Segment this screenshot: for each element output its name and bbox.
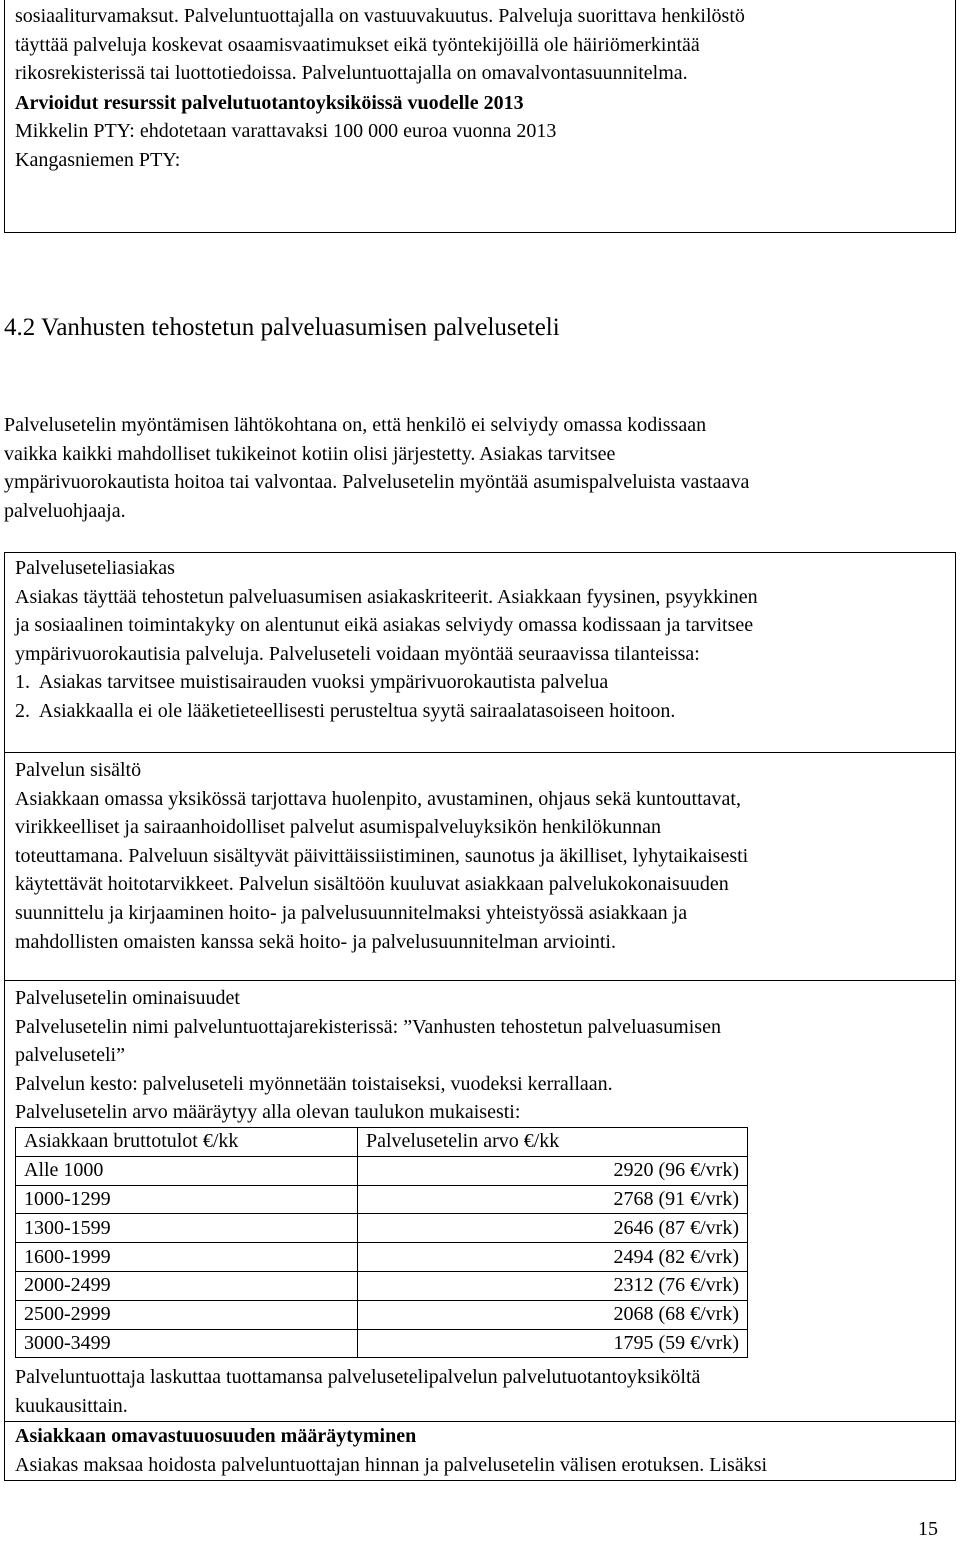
table-row	[16, 1271, 748, 1300]
table-cell: 2768 (91 €/vrk)	[358, 1185, 748, 1214]
list-item: 2. Asiakkaalla ei ole lääketieteellisesti perusteltua syytä sairaalatasoiseen hoitoon.	[15, 699, 676, 722]
content-heading: Palvelun sisältö	[15, 759, 142, 781]
table-row	[16, 1185, 748, 1214]
client-heading: Palveluseteliasiakas	[15, 557, 175, 579]
resources-heading: Arvioidut resurssit palvelutuotantoyksiköissä vuodelle 2013	[15, 91, 524, 114]
text-line: mahdollisten omaisten kanssa sekä hoito- ja palvelusuunnitelman arviointi.	[15, 930, 616, 953]
divider	[4, 752, 956, 753]
table-cell: 2068 (68 €/vrk)	[358, 1300, 748, 1329]
billing-text	[15, 1363, 946, 1420]
table-cell: 3000-3499	[16, 1329, 358, 1358]
text-line: Palvelusetelin arvo määräytyy alla olevan taulukon mukaisesti:	[15, 1101, 521, 1124]
table-cell: 2920 (96 €/vrk)	[358, 1156, 748, 1185]
table-cell: 2312 (76 €/vrk)	[358, 1271, 748, 1300]
text-line: virikkeelliset ja sairaanhoidolliset palvelut asumispalveluyksikön henkilökunnan	[15, 816, 661, 839]
text-line: Asiakkaan omassa yksikössä tarjottava huolenpito, avustaminen, ohjaus sekä kuntouttavat,	[15, 787, 741, 810]
table-row	[16, 1243, 748, 1272]
table-cell: 1000-1299	[16, 1185, 358, 1214]
intro-paragraph	[4, 411, 749, 525]
text-line: Palveluntuottaja laskuttaa tuottamansa palvelusetelipalvelun palvelutuotantoyksiköltä	[15, 1366, 701, 1388]
table-header-row	[16, 1128, 748, 1157]
fee-table	[15, 1127, 748, 1358]
table-header-cell: Palvelusetelin arvo €/kk	[358, 1128, 748, 1157]
table-row	[16, 1156, 748, 1185]
table-cell: Alle 1000	[16, 1156, 358, 1185]
table-row	[16, 1214, 748, 1243]
text-line: palveluohjaaja.	[4, 499, 126, 522]
text-line: täyttää palveluja koskevat osaamisvaatimukset eikä työntekijöillä ole häiriömerkintää	[15, 33, 700, 56]
divider	[4, 1480, 956, 1481]
table-header-cell: Asiakkaan bruttotulot €/kk	[16, 1128, 358, 1157]
text-line: Palvelusetelin myöntämisen lähtökohtana on, että henkilö ei selviydy omassa kodissaan	[4, 414, 707, 436]
text-line: palveluseteli”	[15, 1044, 125, 1067]
table-row	[16, 1300, 748, 1329]
table-cell: 1600-1999	[16, 1243, 358, 1272]
page-number: 15	[918, 1518, 938, 1540]
text-line: Asiakas täyttää tehostetun palveluasumisen asiakaskriteerit. Asiakkaan fyysinen, psyykkinen	[15, 585, 758, 608]
text-line: vaikka kaikki mahdolliset tukikeinot kotiin olisi järjestetty. Asiakas tarvitsee	[4, 442, 616, 465]
table-cell: 2494 (82 €/vrk)	[358, 1243, 748, 1272]
text-line: käytettävät hoitotarvikkeet. Palvelun sisältöön kuuluvat asiakkaan palvelukokonaisuuden	[15, 873, 729, 896]
table-cell: 2000-2499	[16, 1271, 358, 1300]
top-box-text	[15, 2, 946, 175]
text-line: ympärivuorokautista hoitoa tai valvontaa. Palvelusetelin myöntää asumispalveluista vastaava	[4, 471, 750, 494]
table-cell: 2646 (87 €/vrk)	[358, 1214, 748, 1243]
copay-heading: Asiakkaan omavastuuosuuden määräytyminen	[15, 1425, 417, 1447]
text-line: sosiaaliturvamaksut. Palveluntuottajalla on vastuuvakuutus. Palveluja suorittava henkilöstö	[15, 5, 745, 27]
table-cell: 1300-1599	[16, 1214, 358, 1243]
text-line: ja sosiaalinen toimintakyky on alentunut eikä asiakas selviydy omassa kodissaan ja tarvitsee	[15, 614, 754, 637]
table-cell: 1795 (59 €/vrk)	[358, 1329, 748, 1358]
text-line: suunnittelu ja kirjaaminen hoito- ja palvelusuunnitelmaksi yhteistyössä asiakkaan ja	[15, 901, 688, 924]
content-box	[15, 756, 946, 956]
table-row	[16, 1329, 748, 1358]
text-line: Kangasniemen PTY:	[15, 148, 181, 171]
copay-box	[15, 1422, 946, 1479]
text-line: ympärivuorokautisia palveluja. Palveluseteli voidaan myöntää seuraavissa tilanteissa:	[15, 642, 700, 665]
features-box	[15, 984, 946, 1127]
divider	[4, 980, 956, 981]
list-item: 1. Asiakas tarvitsee muistisairauden vuoksi ympärivuorokautista palvelua	[15, 671, 609, 694]
text-line: kuukausittain.	[15, 1394, 128, 1417]
client-box	[15, 554, 946, 726]
divider	[4, 552, 956, 553]
section-heading: 4.2 Vanhusten tehostetun palveluasumisen palveluseteli	[4, 314, 560, 341]
text-line: Palvelun kesto: palveluseteli myönnetään toistaiseksi, vuodeksi kerrallaan.	[15, 1072, 613, 1095]
text-line: toteuttamana. Palveluun sisältyvät päivittäissiistiminen, saunotus ja äkilliset, lyhytaikaisesti	[15, 844, 749, 867]
table-cell: 2500-2999	[16, 1300, 358, 1329]
features-heading: Palvelusetelin ominaisuudet	[15, 987, 240, 1009]
text-line: rikosrekisterissä tai luottotiedoissa. Palveluntuottajalla on omavalvontasuunnitelma.	[15, 62, 688, 85]
text-line: Mikkelin PTY: ehdotetaan varattavaksi 100 000 euroa vuonna 2013	[15, 120, 557, 143]
text-line: Asiakas maksaa hoidosta palveluntuottajan hinnan ja palvelusetelin välisen erotuksen. Lisäksi	[15, 1453, 768, 1476]
text-line: Palvelusetelin nimi palveluntuottajarekisterissä: ”Vanhusten tehostetun palveluasumisen	[15, 1015, 721, 1038]
